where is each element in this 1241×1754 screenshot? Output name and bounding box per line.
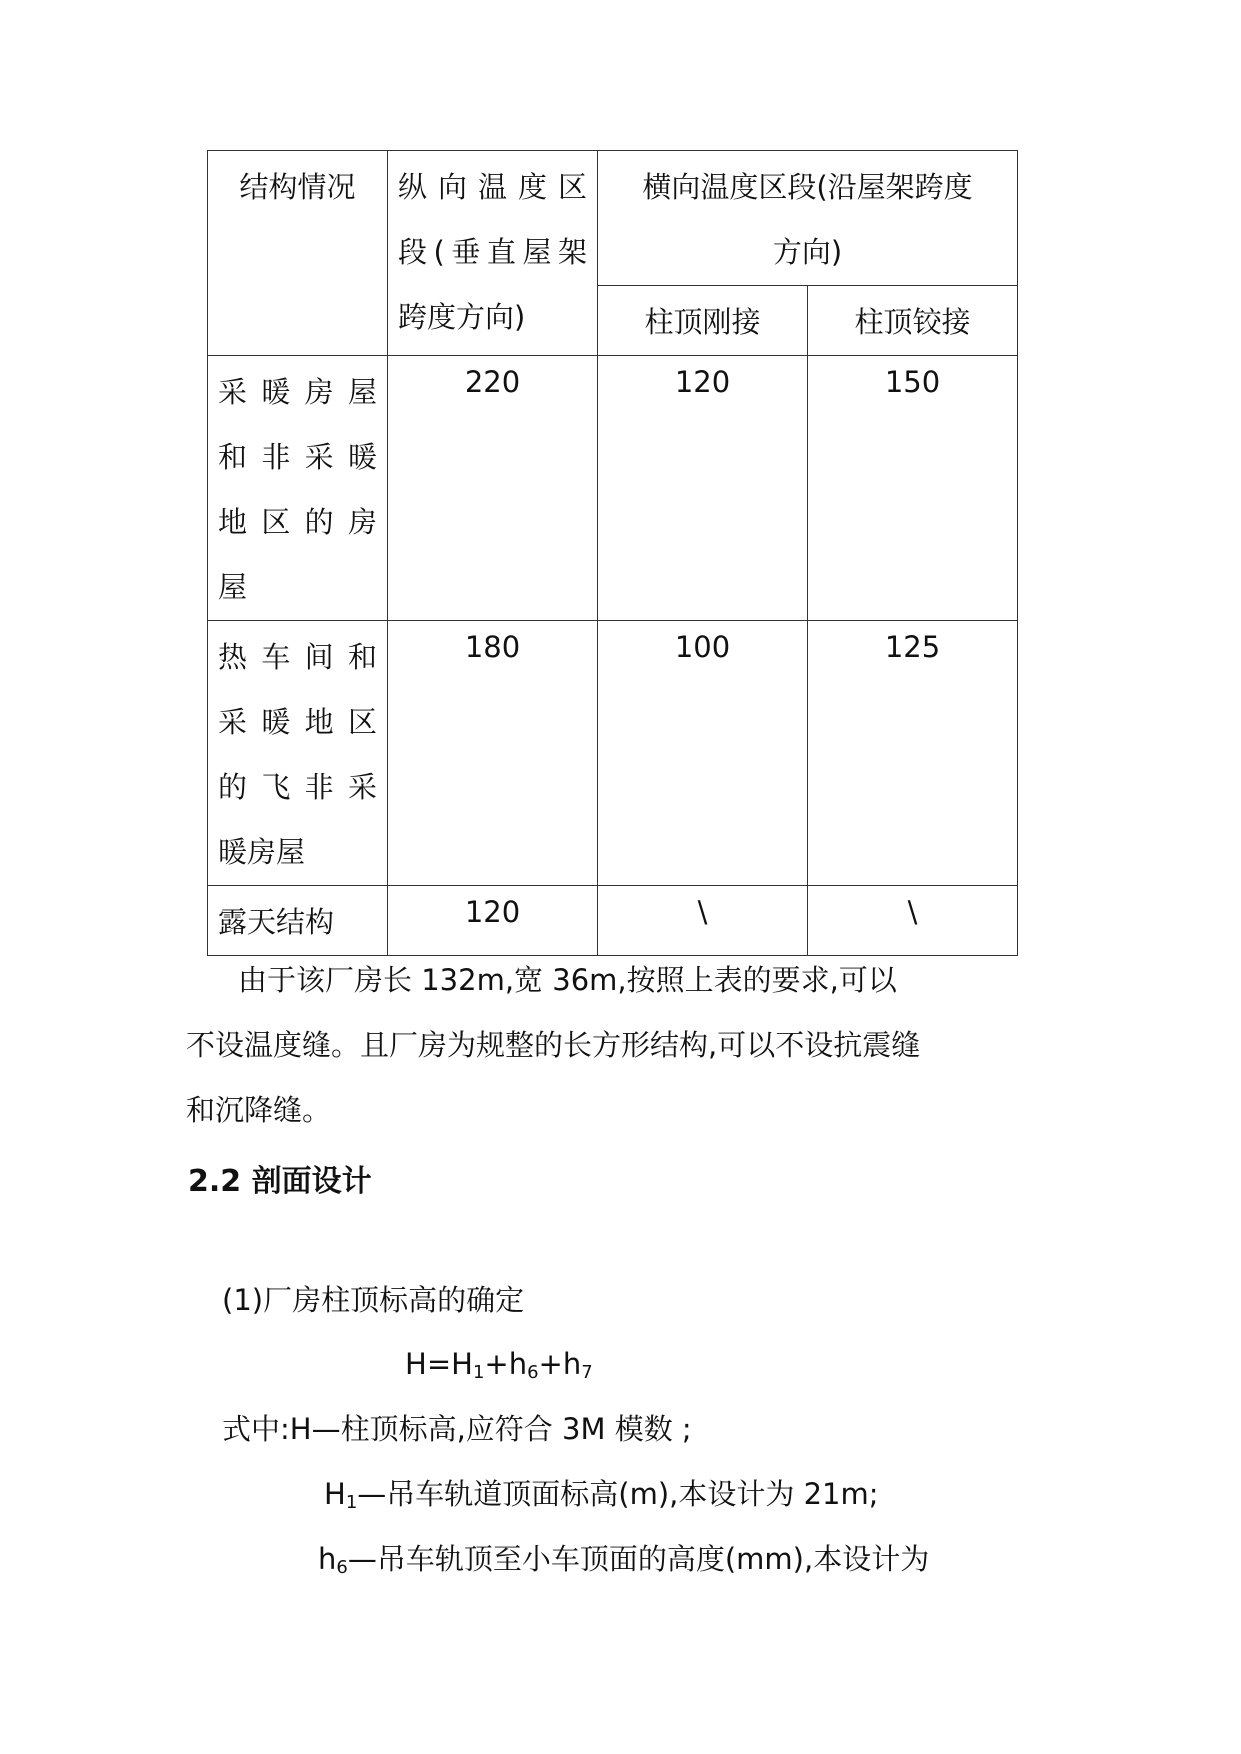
header-structure-label: 结构情况	[239, 170, 356, 204]
subheading: (1)厂房柱顶标高的确定	[222, 1283, 525, 1317]
def-h6-text: —吊车轨顶至小车顶面的高度(mm),本设计为	[347, 1542, 930, 1576]
cell-rigid	[598, 621, 808, 886]
definition-h6	[318, 1542, 930, 1578]
header-rigid-label: 柱顶刚接	[644, 305, 761, 339]
def-h6-sub: 6	[336, 1557, 348, 1578]
formula-H1-sub: 1	[472, 1362, 485, 1383]
paragraph-line: 不设温度缝。且厂房为规整的长方形结构,可以不设抗震缝	[186, 1028, 921, 1062]
formula-h6-sub: 6	[527, 1362, 539, 1383]
row-label-cell	[208, 356, 388, 621]
where-line: 式中:H—柱顶标高,应符合 3M 模数 ;	[222, 1412, 692, 1446]
formula-plus: +	[484, 1347, 509, 1381]
header-longitudinal-line: 纵向温度区	[398, 170, 587, 204]
cell-hinged	[808, 886, 1018, 956]
cell-hinged	[808, 356, 1018, 621]
header-transverse-line: 横向温度区段(沿屋架跨度	[642, 170, 973, 204]
header-longitudinal-line: 段(垂直屋架	[398, 235, 587, 269]
def-h1-sub: 1	[345, 1492, 358, 1513]
header-rigid	[598, 286, 808, 356]
definition-h1	[324, 1477, 879, 1513]
header-transverse	[598, 151, 1018, 286]
def-h1-symbol: H	[324, 1477, 346, 1511]
cell-rigid	[598, 886, 808, 956]
paragraph-line: 由于该厂房长 132m,宽 36m,按照上表的要求,可以	[238, 963, 897, 997]
value-longitudinal: 220	[464, 365, 521, 399]
row-label-line: 露天结构	[218, 905, 335, 939]
formula-plus: +	[538, 1347, 563, 1381]
value-longitudinal: 120	[464, 895, 521, 929]
cell-longitudinal	[388, 356, 598, 621]
value-longitudinal: 180	[464, 630, 521, 664]
value-rigid: 120	[674, 365, 731, 399]
header-hinged-label: 柱顶铰接	[854, 305, 971, 339]
formula-h6: h	[508, 1347, 528, 1381]
header-hinged	[808, 286, 1018, 356]
header-longitudinal-line: 跨度方向)	[398, 300, 526, 334]
row-label-cell	[208, 886, 388, 956]
temperature-section-table	[207, 150, 1018, 956]
formula	[405, 1347, 593, 1383]
row-label-line: 地区的房	[218, 505, 377, 539]
def-h6-symbol: h	[318, 1542, 337, 1576]
value-hinged: 150	[884, 365, 941, 399]
formula-equals: =	[426, 1347, 452, 1381]
row-label-line: 屋	[218, 570, 248, 604]
value-rigid: \	[697, 895, 708, 929]
cell-longitudinal	[388, 621, 598, 886]
def-h1-text: —吊车轨道顶面标高(m),本设计为 21m;	[357, 1477, 879, 1511]
formula-H1: H	[451, 1347, 473, 1381]
cell-longitudinal	[388, 886, 598, 956]
cell-rigid	[598, 356, 808, 621]
cell-hinged	[808, 621, 1018, 886]
table-row	[208, 886, 1018, 956]
header-structure	[208, 151, 388, 356]
paragraph-line: 和沉降缝。	[186, 1093, 332, 1127]
header-transverse-line: 方向)	[772, 235, 843, 269]
table-row	[208, 621, 1018, 886]
header-longitudinal	[388, 151, 598, 356]
row-label-line: 热车间和	[218, 640, 377, 674]
value-hinged: \	[907, 895, 918, 929]
row-label-line: 暖房屋	[218, 835, 306, 869]
row-label-line: 的飞非采	[218, 770, 377, 804]
row-label-line: 采暖地区	[218, 705, 377, 739]
row-label-line: 和非采暖	[218, 440, 377, 474]
formula-h7-sub: 7	[581, 1362, 593, 1383]
value-rigid: 100	[674, 630, 731, 664]
body-paragraph	[186, 948, 1046, 1143]
formula-h7: h	[562, 1347, 582, 1381]
row-label-cell	[208, 621, 388, 886]
value-hinged: 125	[884, 630, 941, 664]
row-label-line: 采暖房屋	[218, 375, 377, 409]
formula-H: H	[405, 1347, 427, 1381]
section-heading: 2.2 剖面设计	[188, 1164, 372, 1199]
table-row	[208, 356, 1018, 621]
